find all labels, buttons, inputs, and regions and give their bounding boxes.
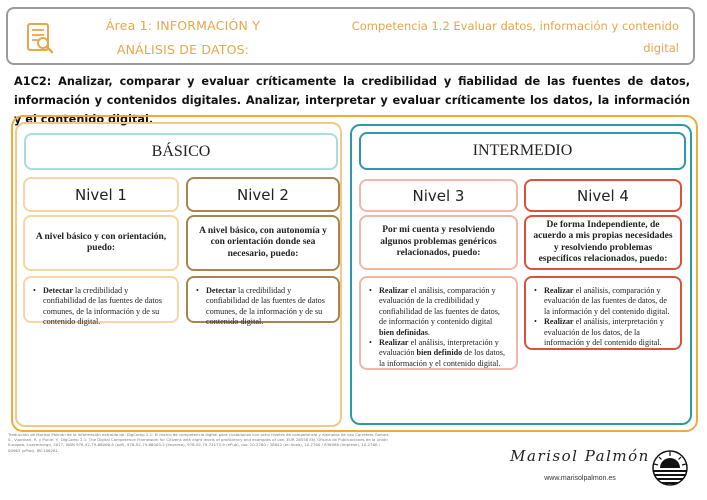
header-banner [6, 7, 695, 65]
item-text: el análisis, comparación y evaluación de las fuentes de datos, de la información y del contenido digital. [544, 286, 670, 316]
item-text: la credibilidad y confiabilidad de las fuentes de datos comunes, de la información y de su contenido digital. [206, 286, 325, 327]
item-verb: Detectar [206, 286, 236, 295]
document-search-icon [22, 21, 56, 55]
competence-statement: A1C2: Analizar, comparar y evaluar críticamente la credibilidad y fiabilidad de las fuentes de datos, información y contenidos digitales. Analizar, interpretar y evaluar críticamente los datos, la información y el contenido digital. [14, 75, 690, 126]
competencia-line2: digital [643, 41, 679, 55]
area-title-line1: Área 1: INFORMACIÓN Y [105, 18, 261, 33]
area-title [78, 14, 288, 62]
level-4-description-text: De forma Independiente, de acuerdo a mis propias necesidades y resolviendo problemas específicos relacionados, puedo: [533, 219, 673, 264]
competencia-title [299, 15, 679, 59]
level-2-description-text: A nivel básico, con autonomía y con orientación donde sea necesario, puedo: [199, 225, 327, 259]
basic-group-title: BÁSICO [24, 133, 338, 170]
list-item [369, 286, 508, 338]
list-item [196, 286, 330, 328]
item-emphasis: bien definido [416, 348, 463, 358]
brand-signature: Marisol Palmón [510, 447, 650, 465]
item-text-end: . [427, 327, 430, 337]
item-text: el análisis, interpretación y evaluación de los datos, de la información y del contenido digital. [544, 317, 664, 348]
area-title-line2: ANÁLISIS DE DATOS: [116, 42, 250, 57]
item-text-end: de los datos, la información y el contenido digital. [379, 348, 506, 368]
item-verb: Realizar [544, 317, 574, 327]
level-3-description-text: Por mi cuenta y resolviendo algunos problemas genéricos relacionados, puedo: [380, 225, 497, 259]
source-citation: Traducción de Marisol Palmón de la información extraída de: DigComp 2.1: El marco de competencia digital para ciudadanos con ocho niveles de competencia y ejemplos de uso Carretero Gomez, S., Vuorikari, R. y Punie, Y., DigComp 2.1: The Digital Competence Framework for Citizens with eight levels of proficiency and examples of use, EUR 28558 EN, Oficina de Publicaciones de la Unión Europea, Luxemburgo, 2017, ISBN 978-92-79-68006-9 (pdf), 978-92-79-68005-2 (impreso), 978-92-79-74173-9 (ePub), doi: 10.2760 / 38842 (en línea), 10.2760 / 836968 (impreso), 10.2760 / 00963 (ePub), JRC106281. [8, 432, 390, 453]
brand-url: www.marisolpalmon.es [544, 475, 616, 482]
list-item [369, 338, 508, 369]
intermediate-group-title: INTERMEDIO [359, 132, 686, 170]
item-verb: Realizar [379, 338, 409, 348]
level-1-description [23, 215, 179, 271]
item-emphasis: bien definidas [379, 327, 428, 337]
level-3-description [359, 215, 518, 270]
item-text: el análisis, comparación y evaluación de la credibilidad y confiabilidad de las fuentes de datos, de información y contenido digital [379, 286, 500, 327]
item-verb: Detectar [43, 286, 73, 295]
competencia-line1: Competencia 1.2 Evaluar datos, información y contenido [351, 19, 679, 33]
level-3-items [359, 276, 518, 370]
item-text: el análisis, interpretación y evaluación [379, 338, 499, 358]
item-verb: Realizar [379, 286, 409, 295]
level-2-description [186, 215, 340, 271]
level-2-items [186, 276, 340, 327]
level-1-items [23, 276, 179, 327]
level-3-title: Nivel 3 [359, 179, 518, 212]
item-verb: Realizar [544, 286, 574, 295]
sun-over-water-logo [651, 449, 689, 487]
item-text: la credibilidad y confiabilidad de las fuentes de datos comunes, de la información y de su contenido digital. [43, 286, 162, 327]
level-4-title: Nivel 4 [524, 179, 682, 212]
level-4-description [524, 215, 682, 270]
list-item [534, 286, 672, 317]
list-item [534, 317, 672, 348]
list-item [33, 286, 169, 328]
level-1-description-text: A nivel básico y con orientación, puedo: [35, 231, 167, 253]
level-1-title: Nivel 1 [23, 177, 179, 212]
level-2-title: Nivel 2 [186, 177, 340, 212]
level-4-items [524, 276, 682, 350]
